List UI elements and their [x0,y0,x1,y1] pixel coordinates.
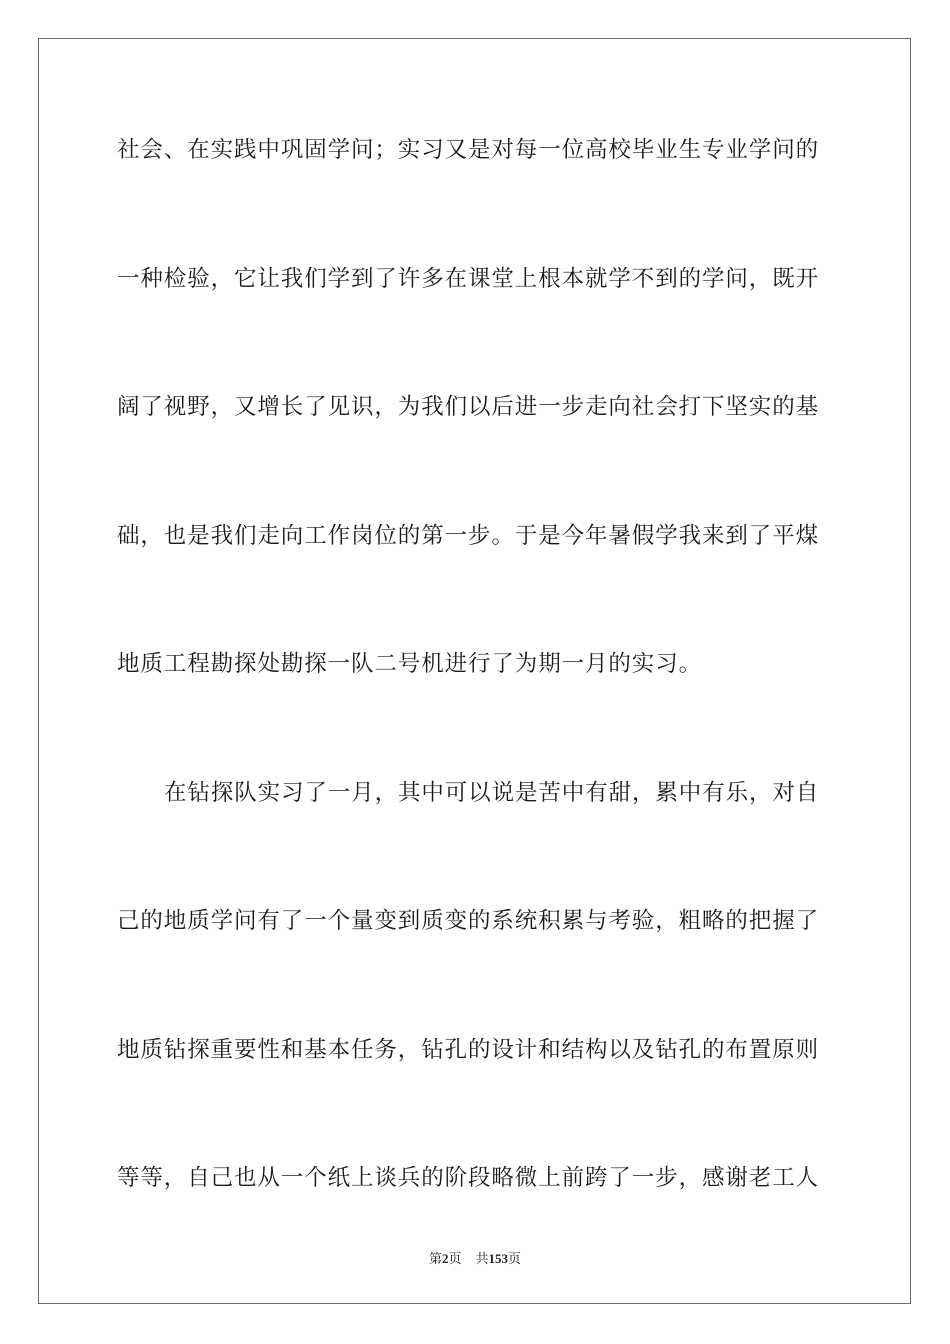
text-line: 一种检验，它让我们学到了许多在课堂上根本就学不到的学问，既开 [117,265,820,292]
text-line: 己的地质学问有了一个量变到质变的系统积累与考验，粗略的把握了 [117,908,820,934]
text-line: 社会、在实践中巩固学问；实习又是对每一位高校毕业生专业学问的 [117,137,820,163]
text-line: 础，也是我们走向工作岗位的第一步。于是今年暑假学我来到了平煤 [117,522,820,549]
page-number: 2 [441,1251,449,1266]
document-body [117,128,833,1285]
text-line: 地质工程勘探处勘探一队二号机进行了为期一月的实习。 [117,651,703,677]
page-suffix: 页 [448,1251,462,1266]
text-line: 地质钻探重要性和基本任务，钻孔的设计和结构以及钻孔的布置原则 [117,1036,820,1063]
total-prefix: 共 [475,1251,489,1266]
page-footer [0,1248,950,1267]
paragraph-start-line: 在钻探队实习了一月，其中可以说是苦中有甜，累中有乐，对自 [164,779,820,806]
text-line: 阔了视野，又增长了见识，为我们以后进一步走向社会打下坚实的基 [117,394,820,420]
total-suffix: 页 [508,1251,522,1266]
page-prefix: 第 [428,1251,442,1266]
text-line: 等等，自己也从一个纸上谈兵的阶段略微上前跨了一步，感谢老工人 [117,1165,820,1191]
total-pages: 153 [488,1251,509,1266]
